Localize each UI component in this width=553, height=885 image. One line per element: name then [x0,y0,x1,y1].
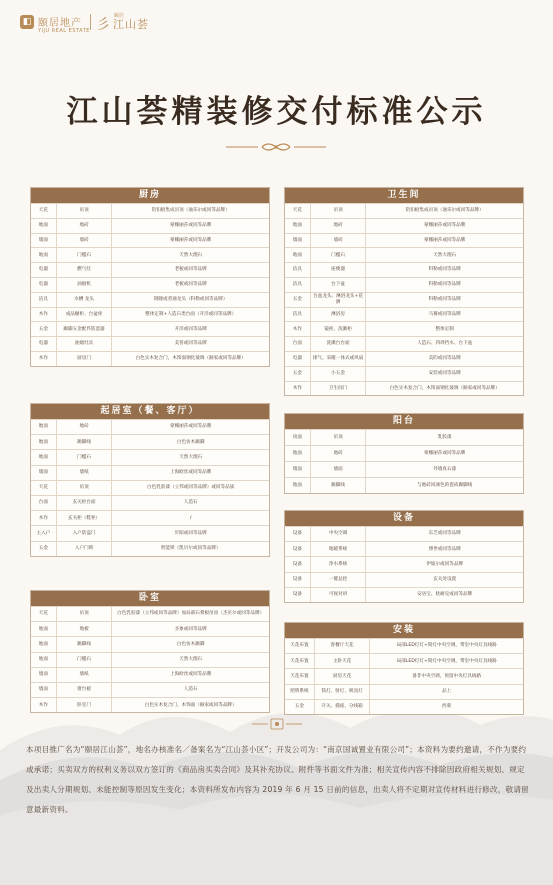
row-category: 台面 [285,337,311,351]
table-row [31,621,269,636]
developer-logo [20,14,90,34]
developer-logo-icon: ◧ [20,15,34,29]
row-spec: 安装或同等品牌 [428,371,461,377]
row-spec: 铝扣板集成吊顶（通乐尔或同等品牌） [405,208,484,214]
brush-icon: 彡 [96,17,110,33]
row-category: 天花 [31,607,57,621]
table-kitchen [30,187,270,367]
table-row [285,336,523,351]
row-item: 开关、插座、分线箱 [315,700,371,714]
row-spec: 老板或同等品牌 [174,267,207,273]
row-item: 墙纸 [57,668,113,682]
row-item: 地暖系统 [311,542,367,556]
row-item: 吊顶 [57,607,113,621]
disclaimer-text: 本项目推广名为“颐居江山荟”，地名办核准名／备案名为“江山荟小区”；开发公司为：“南京国诚置业有限公司”；本资料为要约邀请，不作为要约或承诺；买卖双方的权利义务以双方签订的《商品房买卖合同》及其补充协议、附件等书面文件为准；相关宣传内容不排除因政府相关规划、规定及出卖人分期规划、未能控制等原因发生变化；本资料所发布内容为 2019 年 6 月 15 日前的信息，出卖人将不定期对宣传材料进行修改，敬请留意最新资料。 [26,745,529,814]
row-spec: 马赛或同等品牌 [428,311,461,317]
row-category: 主入户 [31,526,57,540]
row-spec: 蒙娜丽莎或同等品牌 [169,223,212,229]
row-category: 电器 [285,352,311,366]
row-spec: 博世或同等品牌 [428,546,461,552]
row-spec: 整体定制+人造石类台面（开洋或同等品牌） [145,311,237,317]
row-category: 木作 [285,382,311,396]
row-spec: 白色实木复合门，木饰面钢化玻璃（颐家或同等品牌） [135,356,246,362]
row-spec: 蒙娜丽莎或同等品牌 [169,237,212,243]
table-balcony [284,413,524,494]
table-row [285,429,523,445]
row-item: 燃气灶 [57,263,113,277]
row-item: 踢脚线 [311,478,367,493]
table-row [285,381,523,396]
table-row [31,351,269,366]
row-category: 木作 [285,322,311,336]
row-category: 顶面 [285,430,311,445]
row-category: 五金 [31,322,57,336]
row-item: 玄关柜（鞋柜） [57,511,113,525]
table-header-install: 安装 [285,623,523,638]
row-item: 厨房天花 [315,669,371,683]
row-category: 木作 [31,308,57,322]
row-spec: 美的或同等品牌 [428,356,461,362]
table-row [285,366,523,381]
table-row [31,480,269,495]
table-row [31,510,269,525]
row-category: 天花 [285,204,311,218]
row-spec: 人造石 [183,500,198,506]
row-category: 电器 [31,278,57,292]
row-category: 墙面 [31,466,57,480]
table-row [285,477,523,493]
row-item: 吊顶 [311,430,367,445]
row-item: 台下盆 [311,278,367,292]
table-row [285,307,523,322]
table-row [285,684,523,699]
row-category: 台面 [31,496,57,510]
row-category: 地面 [285,248,311,262]
table-row [285,321,523,336]
row-item: 洗漱台台面 [311,337,367,351]
table-row [31,277,269,292]
row-spec: 科勒或同等品牌 [428,282,461,288]
ornament-divider-icon [226,140,326,154]
row-spec: 白色乳胶漆（立邦或同等品牌）加局部石膏板吊顶（杰贝尔或同等品牌） [117,611,265,617]
table-row [31,434,269,449]
row-category: 地面 [31,637,57,651]
table-header-equipment: 设备 [285,511,523,526]
table-installation [284,622,524,715]
row-item: 门槛石 [311,248,367,262]
row-item: 入户门锁 [57,542,113,556]
table-row [31,667,269,682]
table-row [285,587,523,602]
table-header-bathroom: 卫生间 [285,188,523,203]
row-item: 墙纸 [57,466,113,480]
row-item: 地砖 [311,219,367,233]
row-spec: 东芝或同等品牌 [428,531,461,537]
row-item: 客餐厅天花 [315,639,371,653]
row-category: 五金 [31,542,57,556]
table-row [31,307,269,322]
row-spec: 蒙娜丽莎或同等品牌 [423,237,466,243]
table-row [285,218,523,233]
row-category: 地面 [31,450,57,464]
project-name: 江山荟 [113,18,149,31]
table-row [285,292,523,307]
row-category: 照明系统 [285,685,315,699]
row-item: 踢脚线 [57,435,113,449]
row-spec: 白色仿木踢脚 [176,439,205,445]
table-row [285,351,523,366]
row-category: 地面 [285,219,311,233]
table-row [31,203,269,218]
table-row [31,541,269,556]
row-spec: 蒙娜丽莎或同等品牌 [423,450,466,456]
table-equipment [284,510,524,603]
table-header-living: 起居室（餐、客厅） [31,404,269,419]
table-row [31,247,269,262]
row-spec: 人造石、四周挡水、台下盆 [417,341,473,347]
table-row [285,247,523,262]
row-category: 洁具 [285,263,311,277]
table-row [285,668,523,683]
project-logo-tiny: 颐居 [114,13,125,19]
developer-name: 颐居地产 [38,18,82,29]
row-spec: 天然大理石 [179,454,203,460]
row-category: 五金 [285,367,311,381]
row-item: 油烟机 [57,278,113,292]
table-row [285,233,523,248]
row-spec: 白色乳胶漆（立邦或同等品牌）或同等品质 [147,485,235,491]
row-category: 洁具 [31,293,57,307]
row-spec: 天然大理石 [179,252,203,258]
row-category: 天花布置 [285,639,315,653]
row-item: 筒灯、射灯、吸顶灯 [315,685,371,699]
row-spec: 白色实木复合门，木饰面（颐家或同等品牌） [144,702,237,708]
row-spec: 与地砖同颜色的瓷砖踢脚线 [417,482,473,488]
table-row [285,541,523,556]
row-category: 五金 [285,700,315,714]
table-row [285,262,523,277]
row-category: 五金 [285,293,311,307]
row-category: 地面 [31,420,57,434]
row-category: 墙面 [285,462,311,477]
row-category: 天花布置 [285,654,315,668]
row-spec: 白色实木复合门，木饰面钢化玻璃（颐家或同等品牌） [389,385,500,391]
row-item: 吊顶 [57,481,113,495]
row-item: 中央空调 [311,527,367,541]
row-item: 厨房门 [57,352,113,366]
row-item: 墙砖 [57,234,113,248]
row-category: 天花 [31,204,57,218]
row-spec: 科勒或同等品牌 [428,297,461,303]
table-row [31,336,269,351]
row-spec: 上海欧丝或同等品牌 [169,470,212,476]
row-category: 洁具 [285,278,311,292]
row-spec: 上海欧丝或同等品牌 [169,672,212,678]
row-category: 地面 [31,435,57,449]
row-item: 卧室门 [57,698,113,712]
row-item: 吊顶 [311,204,367,218]
row-spec: 品上 [442,689,452,695]
page-title: 江山荟精装修交付标准公示 [66,94,487,130]
table-bedroom [30,590,270,713]
row-category: 木作 [31,698,57,712]
table-row [31,697,269,712]
row-spec: / [189,515,192,521]
row-spec: 整体定制 [435,326,454,332]
row-item: 成品橱柜、台盆柜 [57,308,113,322]
row-category: 电器 [31,263,57,277]
row-category: 天花 [31,481,57,495]
row-spec: 外墙真石漆 [433,466,457,472]
row-item: 主卧天花 [315,654,371,668]
table-header-balcony: 阳台 [285,414,523,429]
row-item: 净水系统 [311,557,367,571]
table-row [31,218,269,233]
table-row [31,465,269,480]
table-row [31,682,269,697]
row-category: 墙面 [31,683,57,697]
row-category: 电器 [31,337,57,351]
row-category: 墙面 [285,234,311,248]
project-logo [96,14,149,34]
row-item: 地砖 [57,219,113,233]
table-row [285,445,523,461]
row-spec: 局部LED灯灯+筒灯中央空调，带室中央灯具线路 [396,658,497,664]
table-row [285,461,523,477]
row-spec: 钢隆或普通龙头（科勒或同等品牌） [153,297,228,303]
row-spec: 老板或同等品牌 [174,282,207,288]
row-spec: 西蒙 [442,704,452,710]
row-item: 墙面 [311,462,367,477]
row-spec: 科勒或同等品牌 [428,267,461,273]
row-item: 窗台板 [57,683,113,697]
row-category: 地面 [285,446,311,461]
table-row [285,556,523,571]
row-item: 小五金 [311,367,367,381]
row-category: 木作 [31,511,57,525]
row-spec: 玄关处设置 [433,577,457,583]
row-spec: 开洋或同等品牌 [174,326,207,332]
row-category: 地面 [285,478,311,493]
header-bar [0,0,553,52]
table-row [285,277,523,292]
row-item: 踢脚线 [57,637,113,651]
row-item: 地板 [57,622,113,636]
row-spec: 乳胶漆 [437,434,452,440]
table-row [285,526,523,541]
row-category: 地面 [31,248,57,262]
row-category: 天花布置 [285,669,315,683]
row-item: 门槛石 [57,450,113,464]
row-category: 地面 [31,622,57,636]
table-row [31,606,269,621]
row-spec: 安居宝、狄耐克或同等品牌 [417,592,473,598]
developer-name-en: YIJU REAL ESTATE [38,28,90,34]
row-item: 可视对讲 [311,588,367,602]
table-row [31,419,269,434]
seal-ornament-icon [252,718,302,730]
row-category: 木作 [31,352,57,366]
row-spec: 人造石 [183,687,198,693]
row-spec: 蒙娜丽莎或同等品牌 [169,424,212,430]
table-row [285,638,523,653]
row-spec: 美普或同等品牌 [174,341,207,347]
table-row [31,292,269,307]
row-item: 踢脚五金配件防恶器 [57,322,113,336]
row-item: 排气、采暖一体式或风扇 [311,352,367,366]
table-header-bedroom: 卧室 [31,591,269,606]
row-spec: 备非中央空调，预留中央灯具线路 [412,673,482,679]
table-row [31,652,269,667]
table-row [31,525,269,540]
row-item: 座便器 [311,263,367,277]
row-item: 墙砖 [311,234,367,248]
row-spec: 白色仿木踢脚 [176,641,205,647]
table-row [285,699,523,714]
table-header-kitchen: 厨房 [31,188,269,203]
row-category: 设备 [285,542,311,556]
table-row [285,653,523,668]
table-living-room [30,403,270,557]
table-row [285,203,523,218]
row-category: 地面 [31,653,57,667]
row-item: 水槽 龙头 [57,293,113,307]
table-row [31,449,269,464]
row-item: 玄关柜台面 [57,496,113,510]
row-category: 洁具 [285,308,311,322]
row-category: 设备 [285,588,311,602]
row-item: 淋浴房 [311,308,367,322]
row-item: 吊顶 [57,204,113,218]
row-spec: 天然大理石 [433,252,457,258]
row-spec: 天然大理石 [179,657,203,663]
row-spec: 智能锁（凯贝尔或同等品牌） [160,545,221,551]
row-item: 油烟灶具 [57,337,113,351]
row-category: 墙面 [31,234,57,248]
row-spec: 步阳或同等品牌 [174,530,207,536]
table-row [31,636,269,651]
table-row [31,262,269,277]
table-bathroom [284,187,524,396]
row-category: 墙面 [31,668,57,682]
row-item: 镜柜、洗漱柜 [311,322,367,336]
row-spec: 局部LED灯灯+筒灯中央空调，带室中央灯具线路 [396,643,497,649]
row-category: 设备 [285,573,311,587]
row-spec: 伊迪尔或同等品牌 [426,561,464,567]
logo-divider [90,14,91,30]
row-spec: 铝扣板集成吊顶（通乐尔或同等品牌） [151,208,230,214]
row-item: 门槛石 [57,653,113,667]
row-item: 地砖 [57,420,113,434]
row-item: 卫生间门 [311,382,367,396]
table-row [31,495,269,510]
row-category: 地面 [31,219,57,233]
row-item: 台盆龙头、淋浴龙头+花洒 [311,293,367,307]
row-spec: 圣象或同等品牌 [174,626,207,632]
table-row [31,321,269,336]
row-item: 入户防盗门 [57,526,113,540]
row-spec: 蒙娜丽莎或同等品牌 [423,223,466,229]
row-item: 一键总控 [311,573,367,587]
row-category: 设备 [285,557,311,571]
row-category: 设备 [285,527,311,541]
row-item: 地砖 [311,446,367,461]
row-item: 门槛石 [57,248,113,262]
table-row [285,572,523,587]
table-row [31,233,269,248]
